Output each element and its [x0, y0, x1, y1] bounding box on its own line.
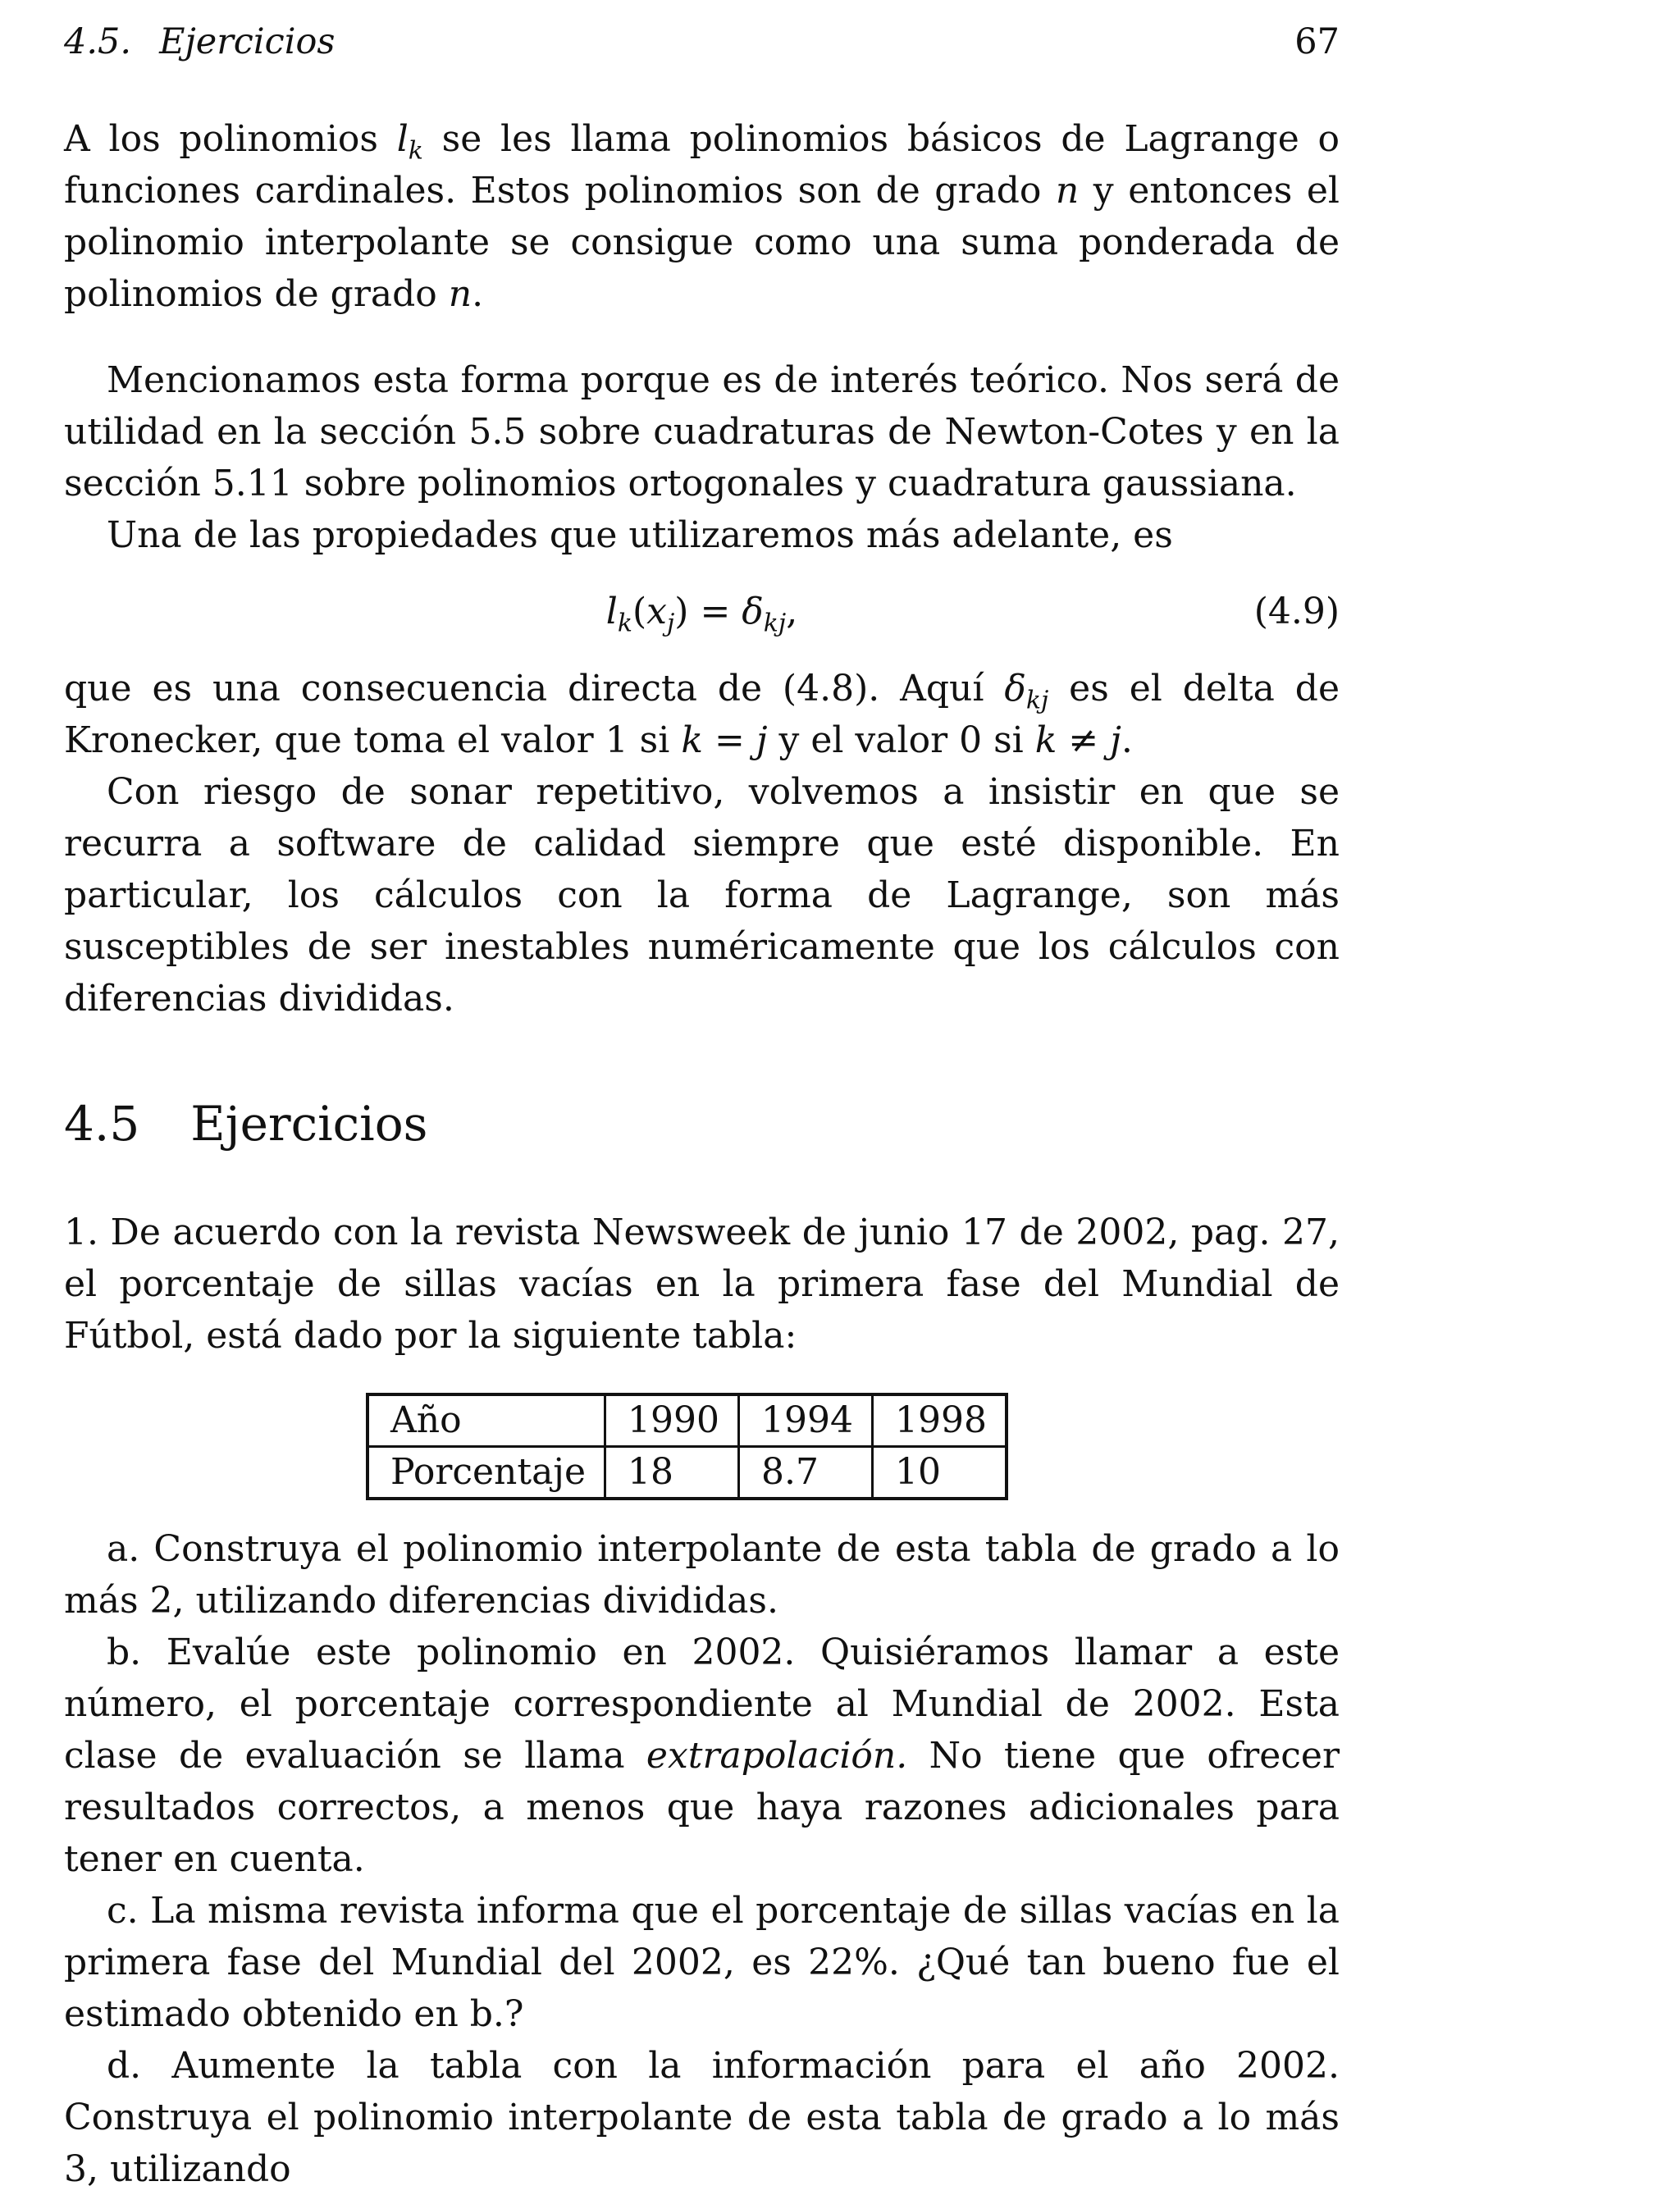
running-head-section-title: Ejercicios — [159, 21, 336, 62]
math-symbol: l — [605, 591, 618, 632]
math-symbol: δ — [1004, 668, 1026, 710]
table-container — [64, 1393, 1340, 1500]
table-row — [368, 1394, 1007, 1447]
math-subscript: kj — [1025, 686, 1049, 715]
text-run: y entonces el polinomio interpolante se consigue como una suma ponderada de polinomios de grado — [64, 170, 1340, 315]
math-symbol: x — [646, 591, 667, 632]
table-cell: 1994 — [738, 1394, 872, 1447]
table-cell: Año — [368, 1394, 605, 1447]
text-run: . — [1121, 719, 1133, 761]
equation-body — [64, 586, 1340, 637]
math-symbol: l — [396, 118, 409, 160]
table-cell: 10 — [872, 1447, 1006, 1499]
text-run: . — [472, 273, 484, 315]
section-number: 4.5 — [64, 1096, 140, 1152]
text-run: A los polinomios — [64, 118, 397, 160]
math-subscript: k — [617, 609, 632, 638]
text-run: se les llama polinomios básicos de Lagrange o funciones cardinales. Estos polinomios son de grado — [64, 118, 1340, 212]
math-paren: ) — [674, 591, 689, 632]
equation-4-9 — [64, 586, 1340, 643]
text-run: y el valor 0 si — [767, 719, 1035, 761]
paragraph-property-intro: Una de las propiedades que utilizaremos más adelante, es — [107, 514, 1173, 556]
emphasis-term: extrapolación. — [646, 1735, 908, 1777]
running-head-section-number: 4.5. — [64, 21, 132, 62]
exercise-1-part-a: a. Construya el polinomio interpolante de esta tabla de grado a lo más 2, utilizando diferencias divididas. — [64, 1528, 1340, 1622]
page-number: 67 — [1294, 21, 1340, 62]
exercise-1-part-b — [64, 1627, 1340, 1885]
section-heading — [64, 1095, 1340, 1152]
paragraph-lagrange-basis — [64, 113, 1340, 320]
text-run: que es una consecuencia directa de (4.8). Aquí — [64, 668, 1005, 710]
exercise-1-intro: 1. De acuerdo con la revista Newsweek de junio 17 de 2002, pag. 27, el porcentaje de sillas vacías en la primera fase del Mundial de Fútbol, está dado por la siguiente tabla: — [64, 1212, 1340, 1357]
table-cell: Porcentaje — [368, 1447, 605, 1499]
table-cell: 1998 — [872, 1394, 1006, 1447]
paragraph-kronecker-delta — [64, 663, 1340, 766]
math-condition: k = j — [681, 719, 768, 761]
table-cell: 18 — [605, 1447, 739, 1499]
paragraph-software-advice: Con riesgo de sonar repetitivo, volvemos a insistir en que se recurra a software de calidad siempre que esté disponible. En particular, los cálculos con la forma de Lagrange, son más susceptibles de ser inestables numéricamente que los cálculos con diferencias divididas. — [64, 771, 1340, 1020]
paragraph-theoretical-interest: Mencionamos esta forma porque es de interés teórico. Nos será de utilidad en la sección 5.5 sobre cuadraturas de Newton-Cotes y en la sección 5.11 sobre polinomios ortogonales y cuadratura gaussiana. — [64, 359, 1340, 504]
math-subscript: j — [667, 609, 675, 638]
math-subscript: kj — [763, 609, 787, 638]
math-paren: ( — [632, 591, 647, 632]
math-n: n — [1055, 170, 1080, 212]
math-condition: k ≠ j — [1034, 719, 1121, 761]
math-lk — [396, 118, 423, 166]
equation-number: (4.9) — [1253, 591, 1340, 632]
text-run: No tiene que ofrecer resultados correctos, a menos que haya razones adicionales para tener en cuenta. — [64, 1735, 1340, 1880]
math-delta-kj — [1004, 668, 1049, 715]
exercise-1-part-c: c. La misma revista informa que el porcentaje de sillas vacías en la primera fase del Mundial del 2002, es 22%. ¿Qué tan bueno fue el estimado obtenido en b.? — [64, 1890, 1340, 2035]
body-text — [64, 113, 1340, 2195]
math-symbol: δ — [742, 591, 764, 632]
math-punct: , — [786, 591, 798, 632]
section-title: Ejercicios — [190, 1096, 428, 1152]
math-equals: = — [688, 591, 742, 632]
table-cell: 8.7 — [738, 1447, 872, 1499]
math-n: n — [448, 273, 472, 315]
table-row — [368, 1447, 1007, 1499]
text-run: b. Evalúe este polinomio en 2002. Quisiéramos llamar a este número, el porcentaje correspondiente al Mundial de 2002. Esta clase de evaluación se llama — [64, 1631, 1340, 1777]
exercise-1-part-d: d. Aumente la tabla con la información para el año 2002. Construya el polinomio interpolante de esta tabla de grado a lo más 3, utilizando — [64, 2045, 1340, 2190]
running-head — [64, 21, 1340, 71]
text-run: es el delta de Kronecker, que toma el valor 1 si — [64, 668, 1340, 761]
running-head-title — [64, 21, 335, 62]
table-cell: 1990 — [605, 1394, 739, 1447]
math-subscript: k — [408, 136, 423, 166]
data-table — [366, 1393, 1008, 1500]
